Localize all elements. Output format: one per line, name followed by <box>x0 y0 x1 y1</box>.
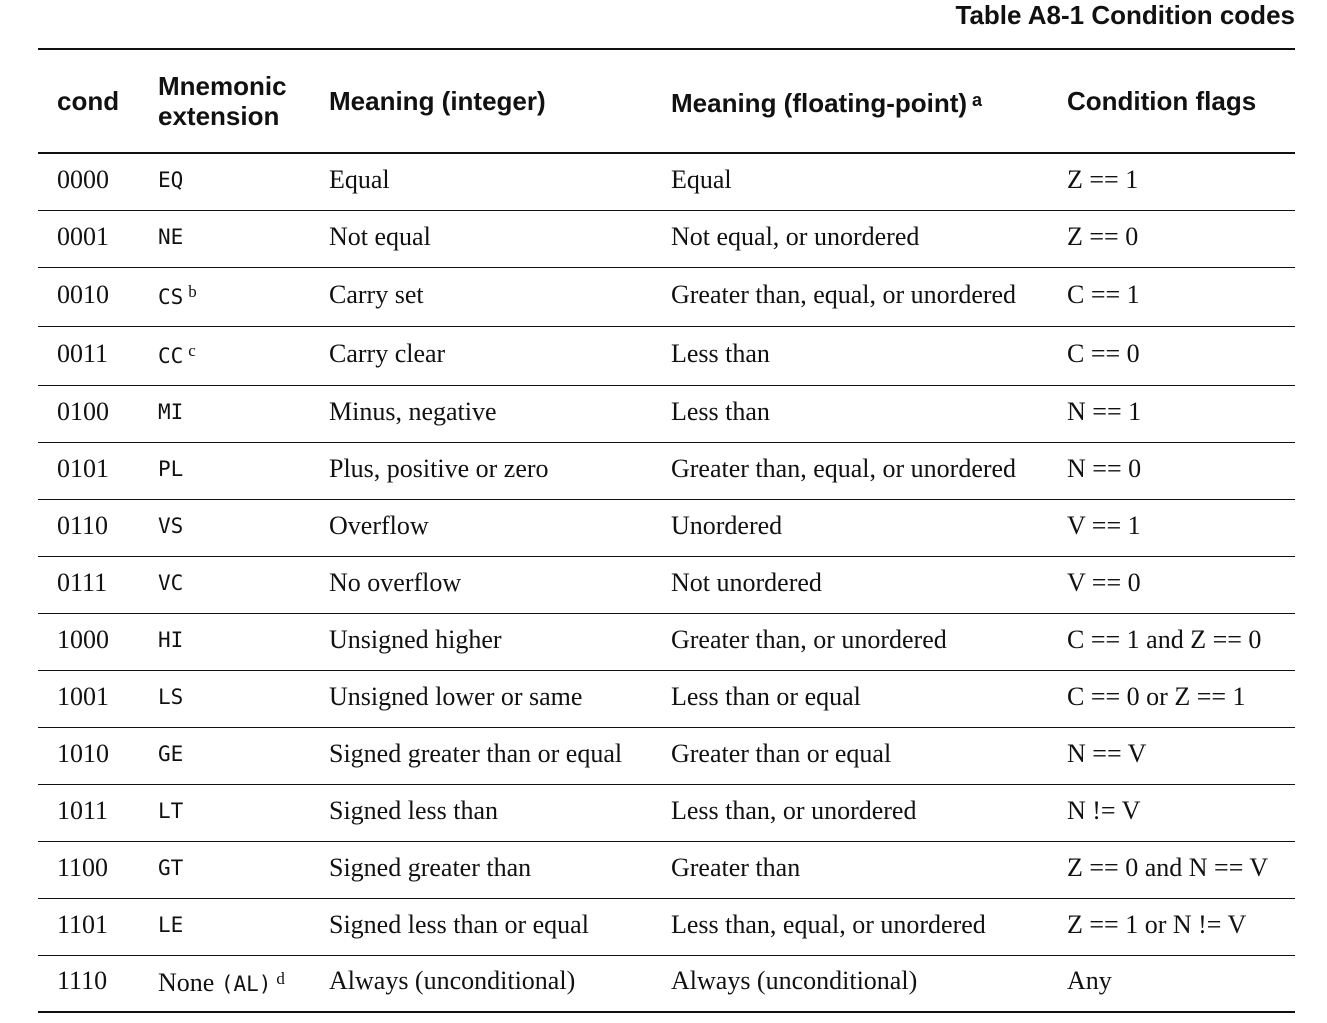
meaning-integer-cell: Carry set <box>310 267 652 326</box>
meaning-integer-cell: Signed less than <box>310 784 652 841</box>
mnemonic-cell <box>139 784 310 841</box>
meaning-integer-cell: Carry clear <box>310 326 652 385</box>
flags-cell: C == 1 and Z == 0 <box>1048 613 1295 670</box>
mnemonic-code: EQ <box>158 168 184 193</box>
meaning-fp-cell: Equal <box>652 153 1048 210</box>
meaning-fp-cell: Less than, equal, or unordered <box>652 898 1048 955</box>
footnote-marker: c <box>188 341 196 360</box>
meaning-integer-cell: Signed greater than or equal <box>310 727 652 784</box>
mnemonic-cell <box>139 267 310 326</box>
table-row <box>38 556 1295 613</box>
cond-cell: 0001 <box>38 210 139 267</box>
mnemonic-cell <box>139 556 310 613</box>
mnemonic-cell <box>139 898 310 955</box>
flags-cell: Z == 1 <box>1048 153 1295 210</box>
mnemonic-cell <box>139 153 310 210</box>
header-meaning-integer: Meaning (integer) <box>310 49 652 153</box>
cond-cell: 1011 <box>38 784 139 841</box>
table-row <box>38 267 1295 326</box>
footnote-marker: d <box>276 968 285 988</box>
meaning-fp-cell: Greater than, equal, or unordered <box>652 267 1048 326</box>
flags-cell: N == 1 <box>1048 385 1295 442</box>
cond-cell: 1000 <box>38 613 139 670</box>
cond-cell: 0111 <box>38 556 139 613</box>
meaning-fp-cell: Unordered <box>652 499 1048 556</box>
mnemonic-code: LS <box>158 685 184 709</box>
mnemonic-cell <box>139 955 310 1012</box>
meaning-fp-cell: Not equal, or unordered <box>652 210 1048 267</box>
cond-cell: 1101 <box>38 898 139 955</box>
meaning-integer-cell: Signed less than or equal <box>310 898 652 955</box>
meaning-integer-cell: Unsigned lower or same <box>310 670 652 727</box>
mnemonic-cell <box>139 499 310 556</box>
meaning-integer-cell: Equal <box>310 153 652 210</box>
mnemonic-code: VC <box>158 571 184 595</box>
header-meaning-fp-label: Meaning (floating-point) <box>671 87 968 118</box>
flags-cell: Any <box>1048 955 1295 1012</box>
meaning-integer-cell: Plus, positive or zero <box>310 442 652 499</box>
meaning-integer-cell: No overflow <box>310 556 652 613</box>
meaning-fp-cell: Greater than, equal, or unordered <box>652 442 1048 499</box>
flags-cell: C == 1 <box>1048 267 1295 326</box>
mnemonic-code: (AL) <box>220 971 272 996</box>
header-row <box>38 49 1295 153</box>
meaning-fp-cell: Less than <box>652 385 1048 442</box>
meaning-fp-cell: Less than, or unordered <box>652 784 1048 841</box>
meaning-fp-cell: Greater than <box>652 841 1048 898</box>
flags-cell: V == 1 <box>1048 499 1295 556</box>
meaning-integer-cell: Signed greater than <box>310 841 652 898</box>
meaning-integer-cell: Not equal <box>310 210 652 267</box>
mnemonic-code: CC <box>158 344 184 368</box>
mnemonic-cell <box>139 613 310 670</box>
table-row <box>38 955 1295 1012</box>
mnemonic-code: VS <box>158 514 184 538</box>
mnemonic-code: LE <box>158 913 184 937</box>
mnemonic-cell <box>139 670 310 727</box>
mnemonic-code: LT <box>158 799 184 823</box>
footnote-marker: a <box>972 89 983 110</box>
flags-cell: N == 0 <box>1048 442 1295 499</box>
meaning-integer-cell: Minus, negative <box>310 385 652 442</box>
mnemonic-code: MI <box>158 400 184 424</box>
flags-cell: V == 0 <box>1048 556 1295 613</box>
mnemonic-code: PL <box>158 457 184 481</box>
header-mnemonic-line2: extension <box>158 101 280 131</box>
mnemonic-cell <box>139 385 310 442</box>
flags-cell: Z == 0 <box>1048 210 1295 267</box>
mnemonic-code: NE <box>158 225 184 249</box>
table-row <box>38 326 1295 385</box>
table-row <box>38 210 1295 267</box>
table-caption: Table A8-1 Condition codes <box>955 0 1295 30</box>
cond-cell: 0100 <box>38 385 139 442</box>
table-row <box>38 613 1295 670</box>
mnemonic-text: None <box>158 967 215 997</box>
footnote-marker: b <box>188 282 197 301</box>
meaning-fp-cell: Not unordered <box>652 556 1048 613</box>
mnemonic-cell <box>139 442 310 499</box>
table-row <box>38 385 1295 442</box>
mnemonic-cell <box>139 210 310 267</box>
table-row <box>38 442 1295 499</box>
cond-cell: 1110 <box>38 955 139 1012</box>
condition-codes-table <box>38 48 1295 1013</box>
flags-cell: Z == 0 and N == V <box>1048 841 1295 898</box>
header-condition-flags: Condition flags <box>1048 49 1295 153</box>
cond-cell: 1100 <box>38 841 139 898</box>
header-mnemonic-line1: Mnemonic <box>158 71 287 101</box>
table-row <box>38 727 1295 784</box>
meaning-fp-cell: Greater than, or unordered <box>652 613 1048 670</box>
header-meaning-fp <box>652 49 1048 153</box>
mnemonic-code: HI <box>158 628 184 652</box>
mnemonic-code: GE <box>158 742 184 766</box>
flags-cell: Z == 1 or N != V <box>1048 898 1295 955</box>
meaning-fp-cell: Greater than or equal <box>652 727 1048 784</box>
flags-cell: N == V <box>1048 727 1295 784</box>
table-row <box>38 499 1295 556</box>
cond-cell: 0010 <box>38 267 139 326</box>
cond-cell: 1010 <box>38 727 139 784</box>
mnemonic-code: CS <box>158 285 184 309</box>
table-row <box>38 784 1295 841</box>
mnemonic-cell <box>139 727 310 784</box>
meaning-fp-cell: Always (unconditional) <box>652 955 1048 1012</box>
mnemonic-cell <box>139 841 310 898</box>
table-row <box>38 898 1295 955</box>
table-row <box>38 841 1295 898</box>
meaning-fp-cell: Less than or equal <box>652 670 1048 727</box>
flags-cell: N != V <box>1048 784 1295 841</box>
cond-cell: 0110 <box>38 499 139 556</box>
meaning-fp-cell: Less than <box>652 326 1048 385</box>
table-row <box>38 153 1295 210</box>
cond-cell: 0101 <box>38 442 139 499</box>
meaning-integer-cell: Always (unconditional) <box>310 955 652 1012</box>
header-mnemonic <box>139 49 310 153</box>
cond-cell: 1001 <box>38 670 139 727</box>
flags-cell: C == 0 <box>1048 326 1295 385</box>
meaning-integer-cell: Overflow <box>310 499 652 556</box>
cond-cell: 0011 <box>38 326 139 385</box>
header-cond: cond <box>38 49 139 153</box>
mnemonic-code: GT <box>158 856 184 880</box>
cond-cell: 0000 <box>38 153 139 210</box>
mnemonic-cell <box>139 326 310 385</box>
table-row <box>38 670 1295 727</box>
flags-cell: C == 0 or Z == 1 <box>1048 670 1295 727</box>
meaning-integer-cell: Unsigned higher <box>310 613 652 670</box>
